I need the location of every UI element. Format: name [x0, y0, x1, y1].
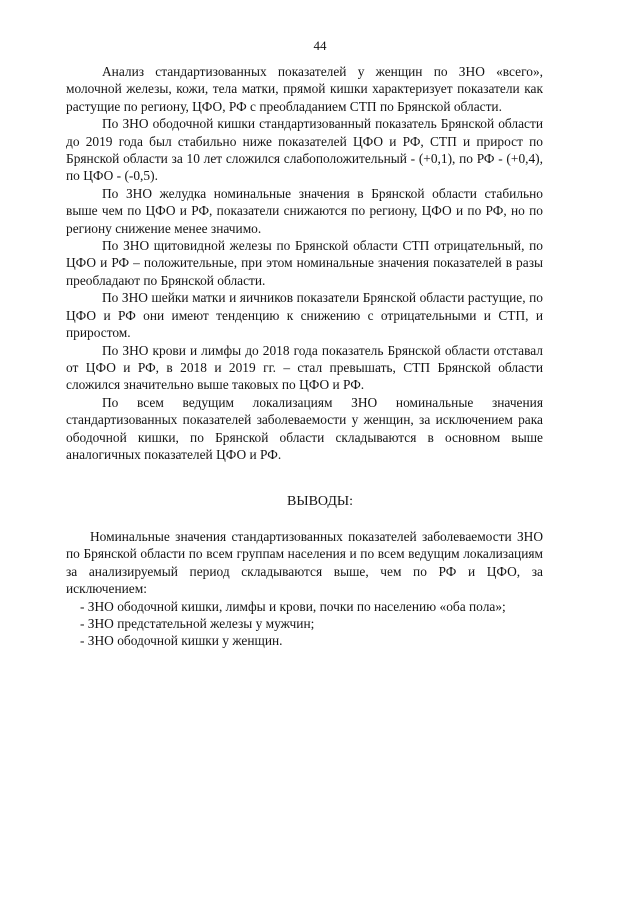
paragraph-thyroid: По ЗНО щитовидной железы по Брянской области СТП отрицательный, по ЦФО и РФ – положительные, при этом номинальные значения показателей в разы преобладают по Брянской области.: [66, 238, 543, 288]
conclusions-heading: ВЫВОДЫ:: [287, 494, 353, 509]
conclusions-section: [66, 528, 543, 650]
paragraph-blood-lymph: По ЗНО крови и лимфы до 2018 года показатель Брянской области отставал от ЦФО и РФ, в 2018 и 2019 гг. – стал превышать, СТП Брянской области сложился значительно выше таковых по ЦФО и РФ.: [66, 342, 543, 393]
paragraph-colon: По ЗНО ободочной кишки стандартизованный показатель Брянской области до 2019 года был стабильно ниже показателей ЦФО и РФ, СТП и прирост по Брянской области за 10 лет сложился слабоположительный - (+0,1), по РФ - (+0,4), по ЦФО - (-0,5).: [66, 116, 543, 184]
conclusion-item: - ЗНО предстательной железы у мужчин;: [80, 616, 315, 632]
paragraph-stomach: По ЗНО желудка номинальные значения в Брянской области стабильно выше чем по ЦФО и РФ, показатели снижаются по региону, ЦФО и по РФ, но по региону снижение менее значимо.: [66, 185, 543, 236]
page-number: 44: [313, 38, 327, 53]
paragraph-general: Анализ стандартизованных показателей у женщин по ЗНО «всего», молочной железы, кожи, тела матки, прямой кишки характеризует показатели как растущие по региону, ЦФО, РФ с преобладанием СТП по Брянской области.: [66, 64, 543, 114]
paragraph-cervix-ovary: По ЗНО шейки матки и яичников показатели Брянской области растущие, по ЦФО и РФ они имеют тенденцию к снижению с отрицательными и СТП, и приростом.: [66, 290, 543, 341]
conclusion-item: - ЗНО ободочной кишки у женщин.: [80, 633, 283, 649]
conclusion-item: - ЗНО ободочной кишки, лимфы и крови, почки по населению «оба пола»;: [80, 598, 506, 614]
conclusions-intro: Номинальные значения стандартизованных показателей заболеваемости ЗНО по Брянской области по всем группам населения и по всем ведущим локализациям за анализируемый период складываются выше, чем по РФ и ЦФО, за исключением:: [66, 529, 543, 597]
analysis-text: [66, 63, 543, 463]
paragraph-summary: По всем ведущим локализациям ЗНО номинальные значения стандартизованных показателей заболеваемости у женщин, за исключением рака ободочной кишки, по Брянской области складываются в основном выше аналогичных показателей ЦФО и РФ.: [66, 394, 543, 462]
